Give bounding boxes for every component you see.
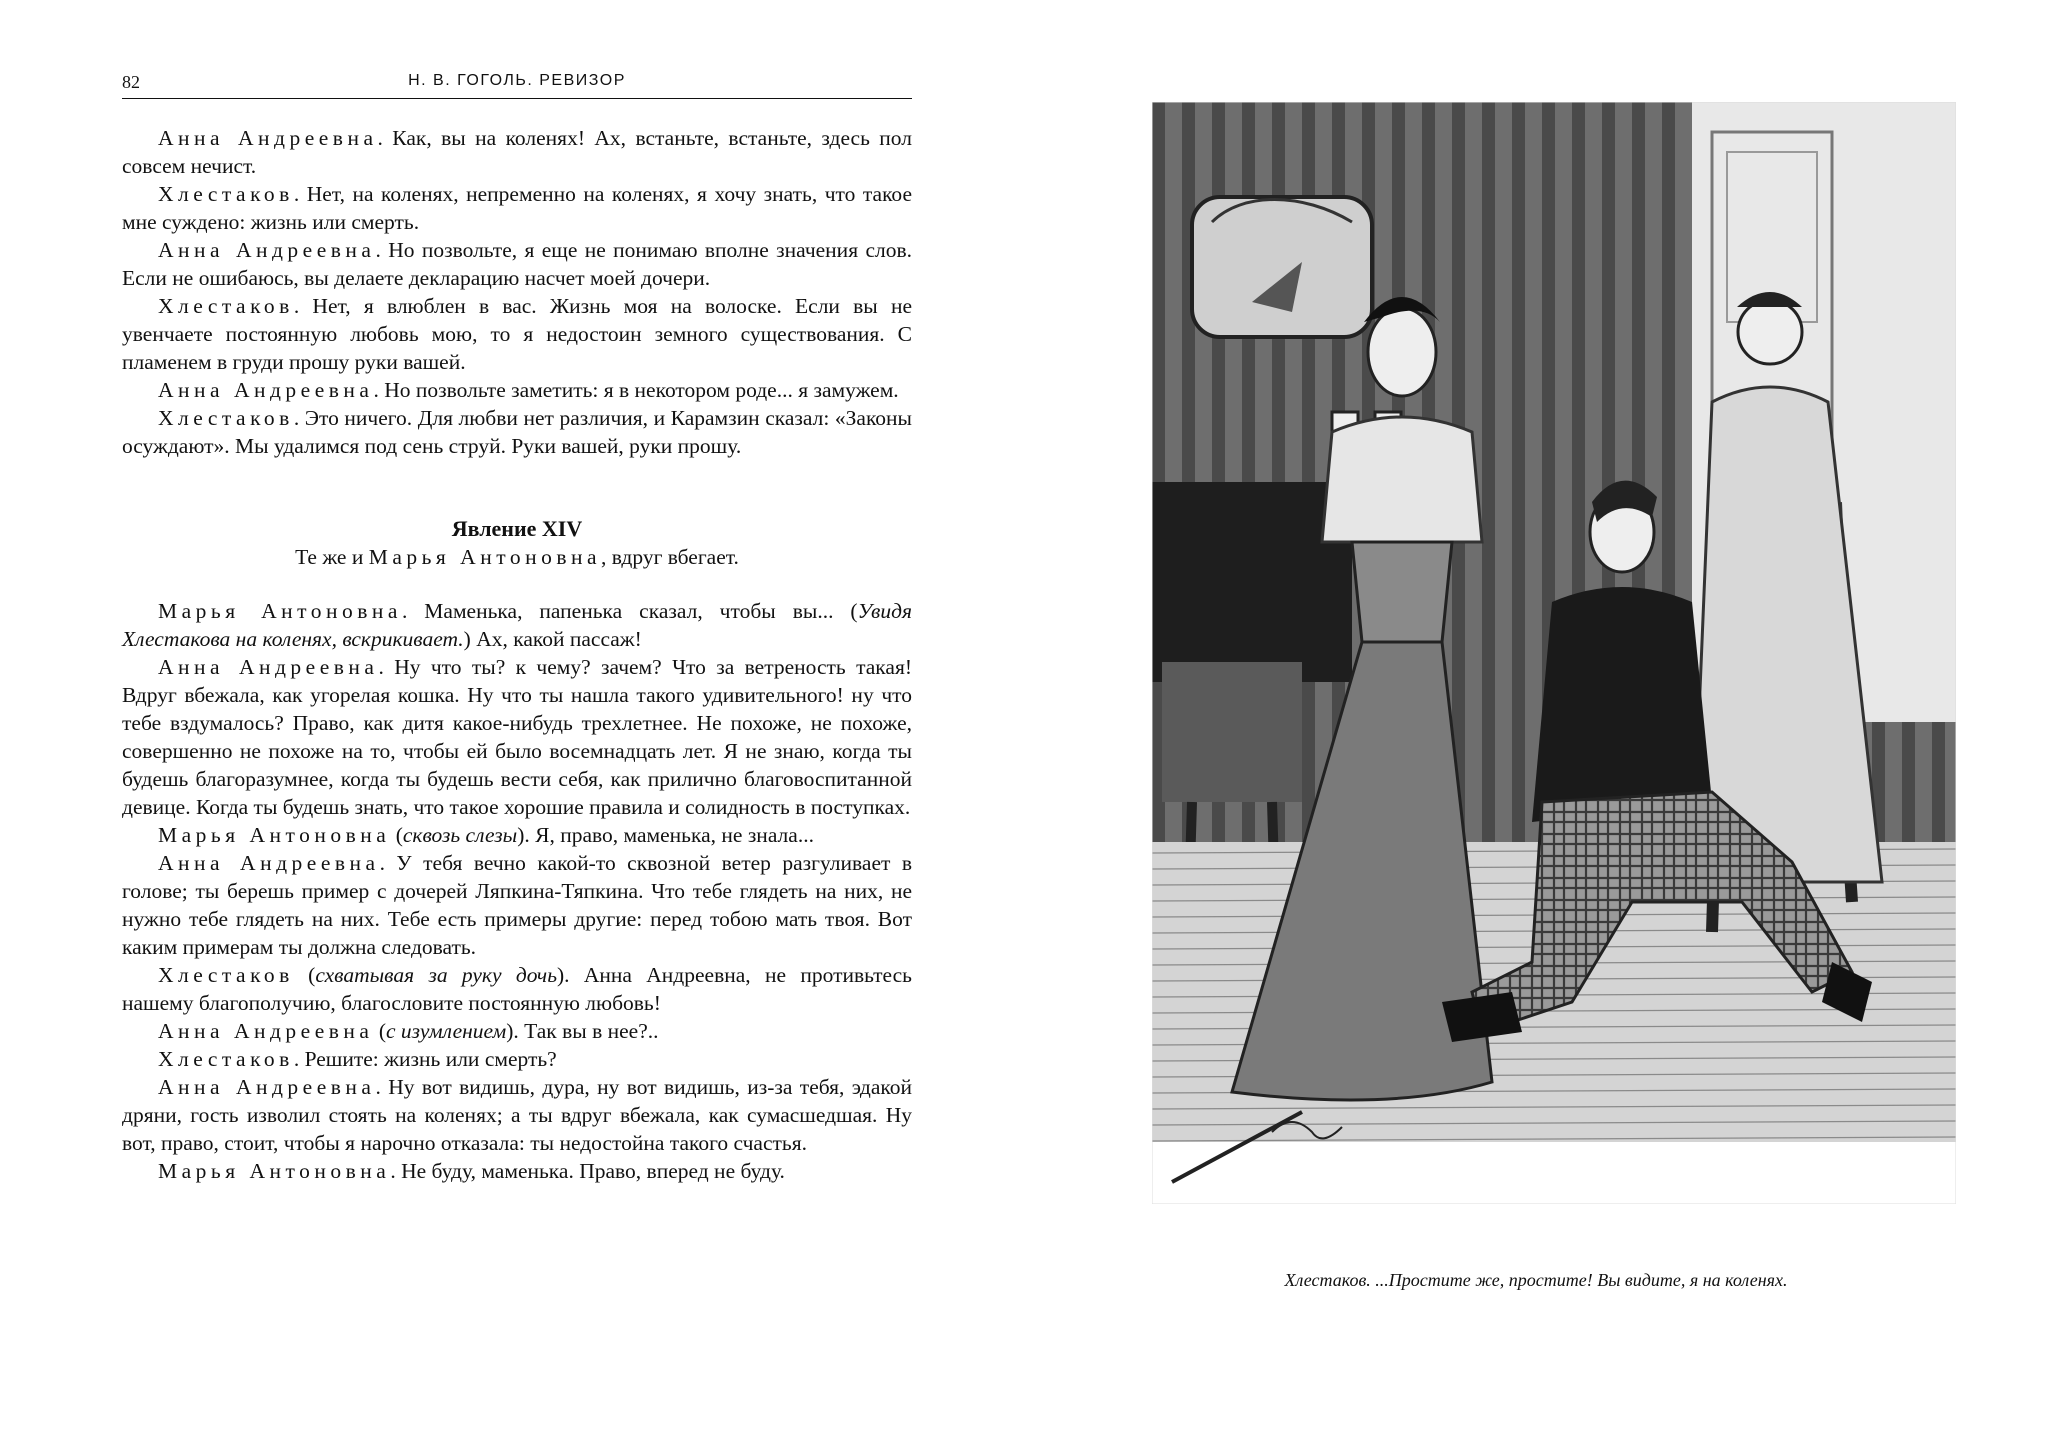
dialogue-paragraph: Марья Антоновна. Маменька, папенька сказал, чтобы вы... (Увидя Хлестакова на коленях, вскрикивает.) Ах, какой пассаж! [122,599,912,651]
dialogue-paragraph: Марья Антоновна (сквозь слезы). Я, право, маменька, не знала... [158,823,814,847]
speaker-name: Марья Антоновна [158,599,402,623]
speaker-name: Марья Антоновна [158,1159,391,1183]
dialogue-paragraph: Анна Андреевна. У тебя вечно какой-то сквозной ветер разгуливает в голове; ты берешь пример с дочерей Ляпкина-Тяпкина. Что тебе глядеть на них, не нужно тебе глядеть на них. Тебе есть примеры другие: перед тобою мать твоя. Вот каким примерам ты должна следовать. [122,851,913,959]
scene-direction: Те же и Марья Антоновна, вдруг вбегает. [295,545,739,569]
dialogue-paragraph: Анна Андреевна. Ну что ты? к чему? зачем? Что за ветреность такая! Вдруг вбежала, как угорелая кошка. Ну что ты нашла такого удивительного! ну что тебе вздумалось? Право, как дитя какое-нибудь трехлетнее. Не похоже, не похоже, совершенно не похоже на то, чтобы ей было восемнадцать лет. Я не знаю, когда ты будешь благоразумнее, когда ты будешь вести себя, как прилично благовоспитанной девице. Когда ты будешь знать, что такое хорошие правила и солидность в поступках. [122,655,912,819]
speaker-name: Анна Андреевна [158,1019,374,1043]
running-title: Н. В. ГОГОЛЬ. РЕВИЗОР [408,72,626,89]
speaker-name: Хлестаков [158,294,294,318]
speaker-name: Хлестаков [158,406,294,430]
right-page [1024,0,2048,1446]
speaker-name: Анна Андреевна [158,1075,376,1099]
dialogue-paragraph: Хлестаков. Решите: жизнь или смерть? [158,1047,557,1071]
stage-direction: схватывая за руку дочь [315,963,557,987]
scene-title: Явление XIV [451,516,583,541]
scene-heading [122,515,912,571]
dialogue-paragraph: Анна Андреевна. Как, вы на коленях! Ах, встаньте, встаньте, здесь пол совсем нечист. [122,126,912,178]
dialogue-paragraph: Хлестаков. Это ничего. Для любви нет различия, и Карамзин сказал: «Законы осуждают». Мы удалимся под сень струй. Руки вашей, руки прошу. [122,406,912,458]
speaker-name: Хлестаков [158,182,294,206]
dialogue-paragraph: Анна Андреевна. Но позвольте заметить: я в некотором роде... я замужем. [158,378,899,402]
dialogue-paragraph: Хлестаков. Нет, на коленях, непременно на коленях, я хочу знать, что такое мне суждено: жизнь или смерть. [122,182,912,234]
page-number: 82 [122,72,140,92]
engraving-illustration [1152,102,1956,1204]
speaker-name: Марья Антоновна [368,545,602,569]
speaker-name: Хлестаков [158,1047,294,1071]
stage-direction: Увидя Хлестакова на коленях, вскрикивает. [122,599,912,651]
dialogue-paragraph: Хлестаков (схватывая за руку дочь). Анна Андреевна, не противьтесь нашему благополучию, благословите постоянную любовь! [122,963,912,1015]
running-header [122,70,912,99]
dialogue-paragraph: Марья Антоновна. Не буду, маменька. Право, вперед не буду. [158,1159,785,1183]
stage-direction: сквозь слезы [402,823,518,847]
stage-direction: с изумлением [386,1019,507,1043]
dialogue-paragraph: Анна Андреевна (с изумлением). Так вы в нее?.. [158,1019,659,1043]
speaker-name: Анна Андреевна [158,126,378,150]
speaker-name: Анна Андреевна [158,851,380,875]
dialogue-paragraph: Хлестаков. Нет, я влюблен в вас. Жизнь моя на волоске. Если вы не увенчаете постоянную любовь мою, то я недостоин земного существования. С пламенем в груди прошу руки вашей. [122,294,912,374]
play-text [122,124,912,1185]
speaker-name: Хлестаков [158,963,294,987]
speaker-name: Анна Андреевна [158,655,379,679]
speaker-name: Анна Андреевна [158,378,374,402]
dialogue-paragraph: Анна Андреевна. Но позвольте, я еще не понимаю вполне значения слов. Если не ошибаюсь, вы делаете декларацию насчет моей дочери. [122,238,912,290]
speaker-name: Марья Антоновна [158,823,391,847]
wall-mirror [1192,197,1372,337]
illustration-caption: Хлестаков. ...Простите же, простите! Вы видите, я на коленях. [1284,1270,1788,1290]
speaker-name: Анна Андреевна [158,238,376,262]
dialogue-paragraph: Анна Андреевна. Ну вот видишь, дура, ну вот видишь, из-за тебя, эдакой дряни, гость изволил стоять на коленях; а ты вдруг вбежала, как сумасшедшая. Ну вот, право, стоит, чтобы я нарочно отказала: ты недостойна такого счастья. [122,1075,912,1155]
